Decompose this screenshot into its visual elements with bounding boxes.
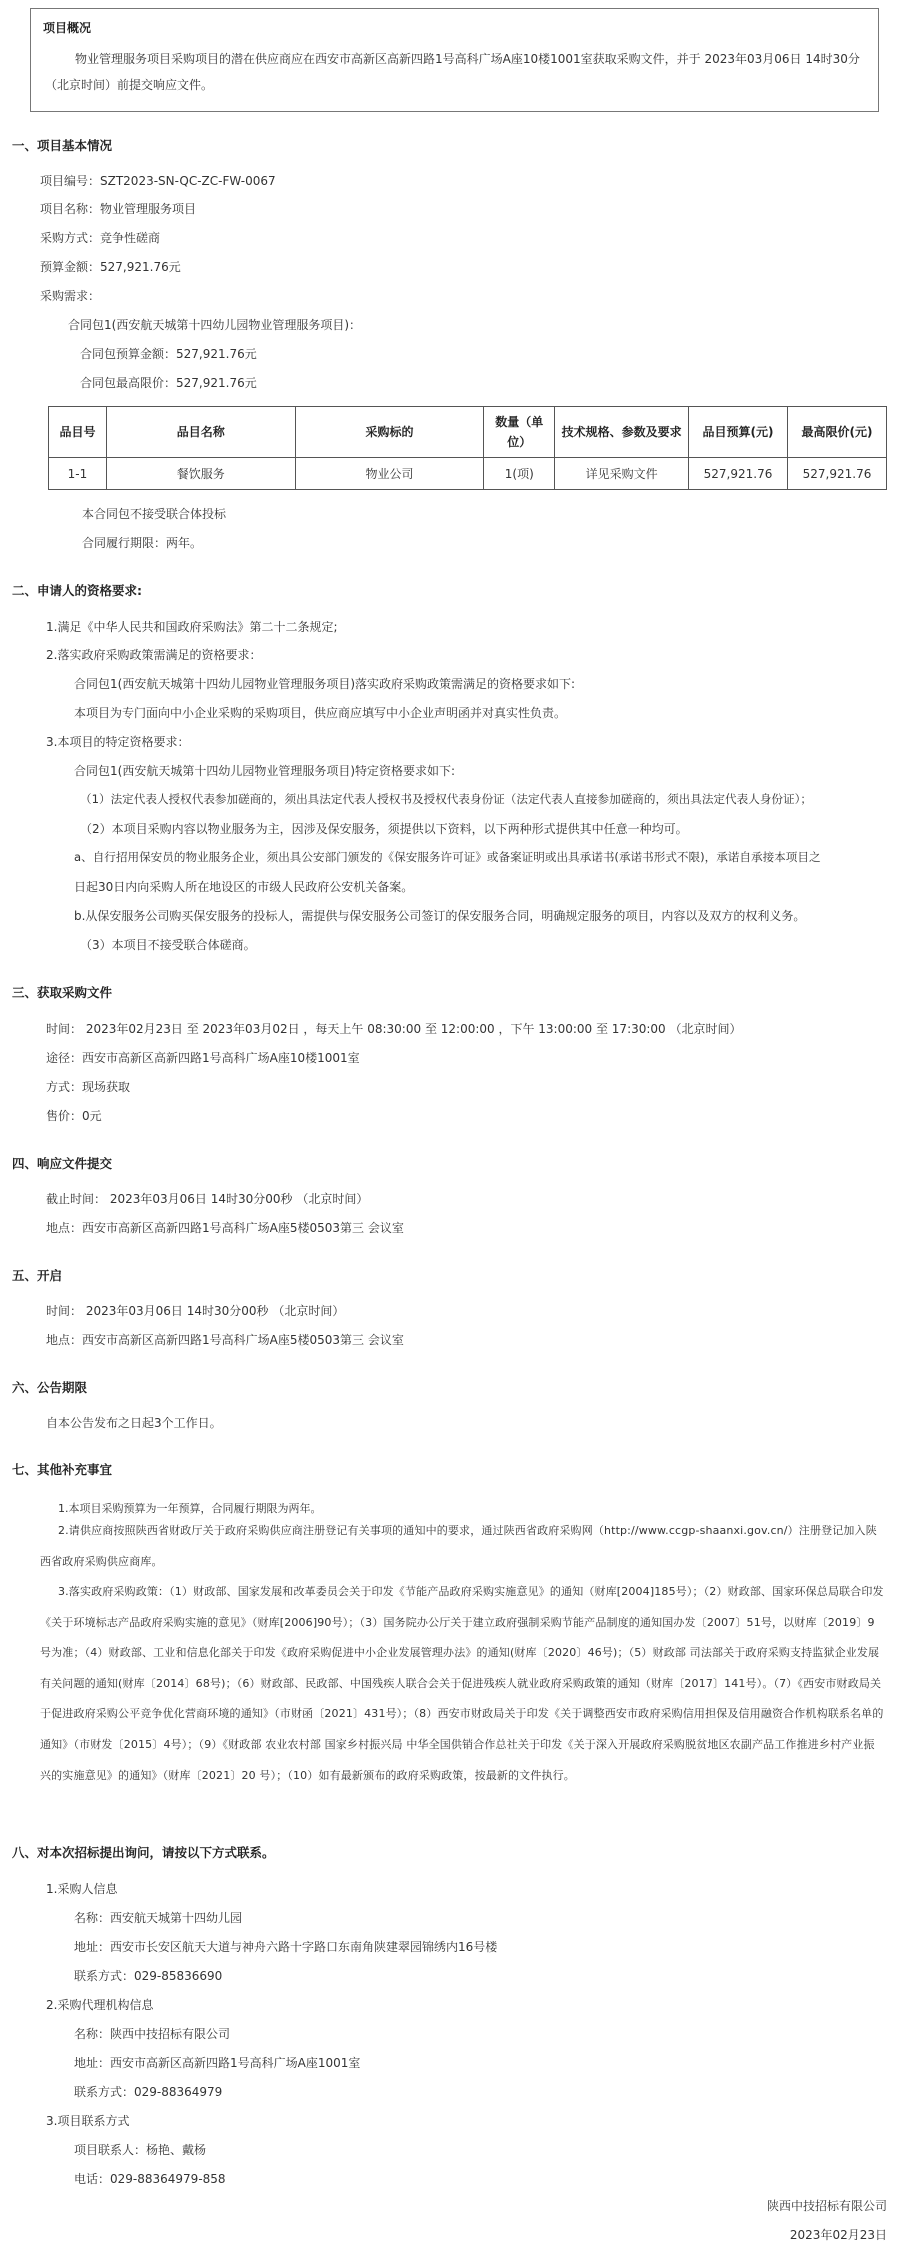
agent-phone: 联系方式：029-88364979 [74, 2085, 223, 2099]
req-2a: 合同包1(西安航天城第十四幼儿园物业管理服务项目)落实政府采购政策需满足的资格要求如下: [74, 677, 576, 691]
obtain-way: 方式：现场获取 [46, 1080, 131, 1094]
opening-time: 时间： 2023年03月06日 14时30分00秒 （北京时间） [46, 1304, 345, 1318]
req-3c: （2）本项目采购内容以物业服务为主，因涉及保安服务，须提供以下资料，以下两种形式提供其中任意一种均可。 [80, 822, 688, 836]
project-name: 项目名称：物业管理服务项目 [40, 202, 197, 216]
col-header: 最高限价(元) [788, 407, 887, 458]
req-3d-line1: a、自行招用保安员的物业服务企业，须出具公安部门颁发的《保安服务许可证》或备案证明或出具承诺书(承诺书形式不限)，承诺自承接本项目之 [74, 850, 821, 864]
table-cell: 527,921.76 [788, 458, 887, 490]
req-3b: （1）法定代表人授权代表参加磋商的，须出具法定代表人授权书及授权代表身份证（法定代表人直接参加磋商的，须出具法定代表人身份证）； [80, 792, 812, 806]
table-cell: 餐饮服务 [106, 458, 295, 490]
supplement-1: 1.本项目采购预算为一年预算，合同履行期限为两年。 [58, 1502, 322, 1515]
buyer-name: 名称：西安航天城第十四幼儿园 [74, 1911, 243, 1925]
req-3a: 合同包1(西安航天城第十四幼儿园物业管理服务项目)特定资格要求如下: [74, 764, 456, 778]
buyer-phone: 联系方式：029-85836690 [74, 1969, 223, 1983]
items-table [48, 406, 887, 490]
table-cell: 527,921.76 [689, 458, 788, 490]
overview-box [30, 8, 879, 112]
table-cell: 物业公司 [295, 458, 484, 490]
col-header: 采购标的 [295, 407, 484, 458]
req-2: 2.落实政府采购政策需满足的资格要求： [46, 648, 262, 662]
req-3e: b.从保安服务公司购买保安服务的投标人，需提供与保安服务公司签订的保安服务合同，明确规定服务的项目，内容以及双方的权利义务。 [74, 909, 806, 923]
section-3-heading: 三、获取采购文件 [12, 985, 113, 1000]
supplement-3: 3.落实政府采购政策：（1）财政部、国家发展和改革委员会关于印发《节能产品政府采购实施意见》的通知（财库[2004]185号）；（2）财政部、国家环保总局联合印发《关于环境标志产品政府采购实施的意见》（财库[2006]90号）；（3）国务院办公厅关于建立政府强制采购节能产品制度的通知国办发〔2007〕51号，以财库〔2019〕9号为准；（4）财政部、工业和信息化部关于印发《政府采购促进中小企业发展管理办法》的通知(财库〔2020〕46号)；（5）财政部 司法部关于政府采购支持监狱企业发展有关问题的通知(财库〔2014〕68号)；（6）财政部、民政部、中国残疾人联合会关于促进残疾人就业政府采购政策的通知（财库〔2017〕141号）。（7）《西安市财政局关于促进政府采购公平竞争优化营商环境的通知》（市财函〔2021〕431号）；（8）西安市财政局关于印发《关于调整西安市政府采购信用担保及信用融资合作机构联系名单的通知》（市财发〔2015〕4号）；（9）《财政部 农业农村部 国家乡村振兴局 中华全国供销合作总社关于印发《关于深入开展政府采购脱贫地区农副产品工作推进乡村产业振兴的实施意见》的通知》（财库〔2021〕20 号）；（10）如有最新颁布的政府采购政策，按最新的文件执行。 [40, 1585, 884, 1782]
section-1-heading: 一、项目基本情况 [12, 138, 113, 153]
table-row [49, 458, 887, 490]
obtain-time: 时间： 2023年02月23日 至 2023年03月02日 ，每天上午 08:30:00 至 12:00:00 ，下午 13:00:00 至 17:30:00 （北京时间） [46, 1022, 742, 1036]
agent-address: 地址：西安市高新区高新四路1号高科广场A座1001室 [74, 2056, 361, 2070]
section-8-heading: 八、对本次招标提出询问，请按以下方式联系。 [12, 1845, 275, 1860]
overview-title: 项目概况 [43, 21, 92, 35]
contract-package: 合同包1(西安航天城第十四幼儿园物业管理服务项目)： [68, 318, 362, 332]
col-header: 技术规格、参数及要求 [555, 407, 689, 458]
package-max-price: 合同包最高限价：527,921.76元 [80, 376, 257, 390]
section-7-heading: 七、其他补充事宜 [12, 1462, 113, 1477]
project-contact-phone: 电话：029-88364979-858 [74, 2172, 226, 2186]
section-4-heading: 四、响应文件提交 [12, 1156, 113, 1171]
col-header: 品目名称 [106, 407, 295, 458]
package-budget: 合同包预算金额：527,921.76元 [80, 347, 257, 361]
footer-company: 陕西中技招标有限公司 [766, 2199, 887, 2213]
agent-info-title: 2.采购代理机构信息 [46, 1998, 154, 2012]
table-header-row [49, 407, 887, 458]
table-cell: 1(项) [484, 458, 555, 490]
notice-period: 自本公告发布之日起3个工作日。 [46, 1416, 222, 1430]
obtain-price: 售价：0元 [46, 1109, 102, 1123]
project-contact-person: 项目联系人：杨艳、戴杨 [74, 2143, 207, 2157]
procurement-demand: 采购需求： [40, 289, 101, 303]
col-header: 品目号 [49, 407, 107, 458]
col-header: 品目预算(元) [689, 407, 788, 458]
contract-period: 合同履行期限：两年。 [82, 536, 203, 550]
buyer-address: 地址：西安市长安区航天大道与神舟六路十字路口东南角陕建翠园锦绣内16号楼 [74, 1940, 498, 1954]
table-cell: 1-1 [49, 458, 107, 490]
req-3: 3.本项目的特定资格要求： [46, 735, 190, 749]
project-contact-title: 3.项目联系方式 [46, 2114, 130, 2128]
submit-deadline: 截止时间： 2023年03月06日 14时30分00秒 （北京时间） [46, 1192, 369, 1206]
req-3f: （3）本项目不接受联合体磋商。 [80, 938, 256, 952]
procurement-method: 采购方式：竞争性磋商 [40, 231, 161, 245]
section-5-heading: 五、开启 [12, 1268, 63, 1283]
project-number: 项目编号：SZT2023-SN-QC-ZC-FW-0067 [40, 174, 276, 188]
section-2-heading: 二、申请人的资格要求: [12, 583, 142, 598]
section-6-heading: 六、公告期限 [12, 1380, 88, 1395]
no-consortium-note: 本合同包不接受联合体投标 [82, 507, 227, 521]
supplement-2: 2.请供应商按照陕西省财政厅关于政府采购供应商注册登记有关事项的通知中的要求，通过陕西省政府采购网（http://www.ccgp-shaanxi.gov.cn/）注册登记加入陕西省政府采购供应商库。 [40, 1524, 877, 1568]
req-3d-line2: 日起30日内向采购人所在地设区的市级人民政府公安机关备案。 [74, 880, 414, 894]
req-1: 1.满足《中华人民共和国政府采购法》第二十二条规定; [46, 620, 338, 634]
obtain-place: 途径：西安市高新区高新四路1号高科广场A座10楼1001室 [46, 1051, 360, 1065]
req-2b: 本项目为专门面向中小企业采购的采购项目，供应商应填写中小企业声明函并对真实性负责。 [74, 706, 567, 720]
buyer-info-title: 1.采购人信息 [46, 1882, 118, 1896]
budget-amount: 预算金额：527,921.76元 [40, 260, 181, 274]
table-cell: 详见采购文件 [555, 458, 689, 490]
col-header: 数量（单位） [484, 407, 555, 458]
overview-text: 物业管理服务项目采购项目的潜在供应商应在西安市高新区高新四路1号高科广场A座10楼1001室获取采购文件，并于 2023年03月06日 14时30分 （北京时间）前提交响应文件。 [45, 52, 860, 92]
agent-name: 名称：陕西中技招标有限公司 [74, 2027, 231, 2041]
opening-place: 地点：西安市高新区高新四路1号高科广场A座5楼0503第三 会议室 [46, 1333, 404, 1347]
footer-date: 2023年02月23日 [789, 2228, 887, 2242]
submit-place: 地点：西安市高新区高新四路1号高科广场A座5楼0503第三 会议室 [46, 1221, 404, 1235]
